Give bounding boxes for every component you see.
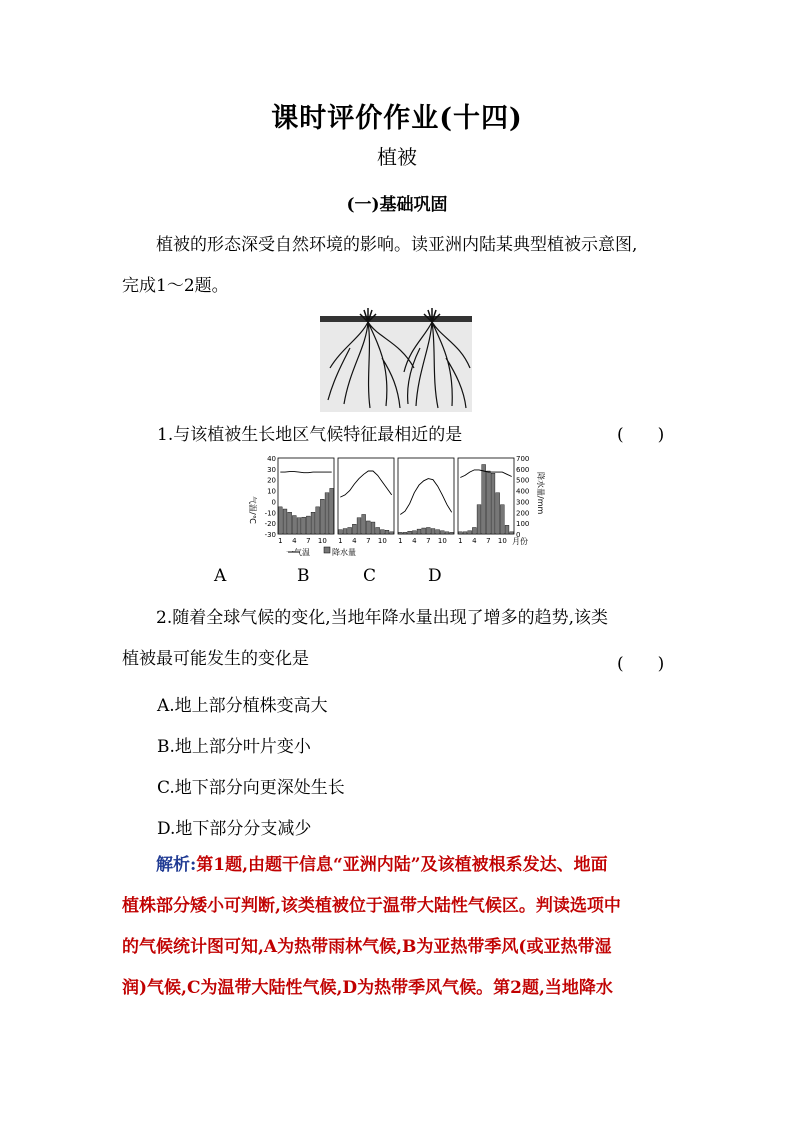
answer-line-2: 植株部分矮小可判断,该类植被位于温带大陆性气候区。判读选项中 — [122, 896, 621, 916]
precipitation-bar — [283, 509, 287, 534]
question-2-line-2: 植被最可能发生的变化是 — [122, 649, 309, 669]
temp-tick-label: -20 — [264, 520, 276, 529]
option-a: A.地上部分植株变高大 — [157, 696, 328, 716]
precipitation-bar — [496, 493, 500, 534]
page-subtitle: 植被 — [377, 145, 417, 169]
choice-a: A — [214, 566, 227, 586]
precipitation-bar — [357, 518, 361, 534]
answer-label: 解析: — [156, 855, 197, 875]
temp-tick-label: 20 — [267, 476, 276, 485]
temp-axis-label: 气温/℃ — [248, 496, 257, 524]
precipitation-bar — [450, 532, 454, 534]
precipitation-bar — [486, 471, 490, 534]
temp-tick-label: 30 — [267, 465, 276, 474]
precipitation-bar — [445, 532, 449, 534]
precipitation-bar — [440, 531, 444, 534]
precipitation-bar — [482, 465, 486, 534]
option-b: B.地上部分叶片变小 — [157, 737, 311, 757]
section-heading: (一)基础巩固 — [346, 195, 448, 215]
answer-line-4: 润)气候,C为温带大陆性气候,D为热带季风气候。第2题,当地降水 — [122, 978, 613, 998]
month-tick-label: 7 — [486, 537, 491, 545]
precip-tick-label: 0 — [516, 531, 521, 539]
precipitation-bar — [352, 524, 356, 534]
precipitation-bar — [278, 507, 282, 534]
precipitation-bar — [436, 530, 440, 534]
question-1-stem: 1.与该植被生长地区气候特征最相近的是 — [157, 425, 463, 445]
precipitation-bar — [325, 493, 329, 534]
climate-charts — [250, 452, 550, 556]
x-axis-unit: 月份 — [512, 537, 528, 546]
month-tick-label: 10 — [437, 537, 447, 545]
precipitation-bar — [297, 518, 301, 534]
precipitation-bar — [491, 473, 495, 534]
intro-line-1: 植被的形态深受自然环境的影响。读亚洲内陆某典型植被示意图, — [156, 235, 638, 255]
precipitation-bar — [380, 530, 384, 534]
precipitation-bar — [348, 527, 352, 534]
chart-panel-frame — [338, 458, 394, 534]
question-2-line-1: 2.随着全球气候的变化,当地年降水量出现了增多的趋势,该类 — [156, 608, 609, 628]
month-tick-label: 7 — [426, 537, 431, 545]
option-c: C.地下部分向更深处生长 — [157, 778, 345, 798]
temp-tick-label: 0 — [271, 498, 276, 507]
month-tick-label: 1 — [338, 537, 343, 545]
month-tick-label: 1 — [398, 537, 403, 545]
precipitation-bar — [477, 505, 481, 534]
precipitation-bar — [390, 532, 394, 534]
precip-tick-label: 100 — [516, 520, 530, 529]
precipitation-bar — [398, 532, 402, 534]
precipitation-bar — [288, 512, 292, 534]
precipitation-bar — [371, 522, 375, 534]
precip-axis-label: 降水量/mm — [536, 472, 545, 515]
option-d: D.地下部分分支减少 — [157, 819, 312, 839]
temp-tick-label: 10 — [267, 487, 276, 496]
month-tick-label: 7 — [366, 537, 371, 545]
page-title: 课时评价作业(十四) — [271, 103, 523, 134]
precipitation-bar — [362, 514, 366, 534]
intro-line-2: 完成1～2题。 — [122, 276, 229, 296]
question-2-answer-parens: ( ) — [617, 654, 665, 674]
precipitation-bar — [458, 532, 462, 534]
precipitation-bar — [510, 532, 514, 534]
precipitation-bar — [302, 517, 306, 534]
precipitation-bar — [343, 529, 347, 534]
temp-tick-label: -10 — [264, 509, 276, 518]
precipitation-bar — [338, 530, 342, 534]
choice-c: C — [363, 566, 377, 586]
temp-tick-label: 40 — [267, 455, 276, 463]
precipitation-bar — [505, 525, 509, 534]
month-tick-label: 10 — [317, 537, 327, 545]
precipitation-bar — [306, 516, 310, 534]
month-tick-label: 1 — [278, 537, 283, 545]
precipitation-bar — [385, 530, 389, 534]
precipitation-bar — [426, 527, 430, 534]
month-tick-label: 10 — [377, 537, 387, 545]
precipitation-bar — [472, 527, 476, 534]
precipitation-bar — [366, 521, 370, 534]
chart-panel-frame — [458, 458, 514, 534]
choice-d: D — [428, 566, 442, 586]
month-tick-label: 4 — [412, 537, 417, 545]
answer-line-1-text: 第1题,由题干信息“亚洲内陆”及该植被根系发达、地面 — [196, 855, 608, 875]
precipitation-bar — [463, 532, 467, 534]
precip-tick-label: 700 — [516, 455, 530, 463]
temp-tick-label: -30 — [264, 531, 276, 539]
month-tick-label: 10 — [497, 537, 507, 545]
precipitation-bar — [316, 507, 320, 534]
precipitation-bar — [412, 531, 416, 534]
month-tick-label: 7 — [306, 537, 311, 545]
precipitation-bar — [422, 528, 426, 534]
precipitation-bar — [376, 527, 380, 534]
month-tick-label: 1 — [458, 537, 463, 545]
precipitation-bar — [330, 488, 334, 534]
precipitation-bar — [468, 531, 472, 534]
answer-line-3: 的气候统计图可知,A为热带雨林气候,B为亚热带季风(或亚热带湿 — [122, 937, 612, 957]
choice-b: B — [297, 566, 310, 586]
precipitation-bar — [431, 529, 435, 534]
precipitation-bar — [417, 529, 421, 534]
answer-line-1 — [122, 845, 682, 886]
precip-tick-label: 500 — [516, 476, 530, 485]
precip-tick-label: 400 — [516, 487, 530, 496]
question-1-answer-parens: ( ) — [617, 425, 665, 445]
precip-tick-label: 300 — [516, 498, 530, 507]
precipitation-bar — [311, 512, 315, 534]
month-tick-label: 4 — [292, 537, 297, 545]
chart-panel-frame — [398, 458, 454, 534]
precipitation-bar — [320, 499, 324, 534]
precipitation-bar — [408, 531, 412, 534]
month-tick-label: 4 — [352, 537, 357, 545]
legend-temperature: 一气温 — [286, 548, 310, 557]
precipitation-bar — [500, 505, 504, 534]
legend-precipitation: 降水量 — [332, 548, 356, 557]
precip-tick-label: 600 — [516, 465, 530, 474]
precipitation-bar — [292, 516, 296, 534]
vegetation-root-illustration — [320, 308, 472, 412]
month-tick-label: 4 — [472, 537, 477, 545]
precip-tick-label: 200 — [516, 509, 530, 518]
precipitation-bar — [403, 532, 407, 534]
